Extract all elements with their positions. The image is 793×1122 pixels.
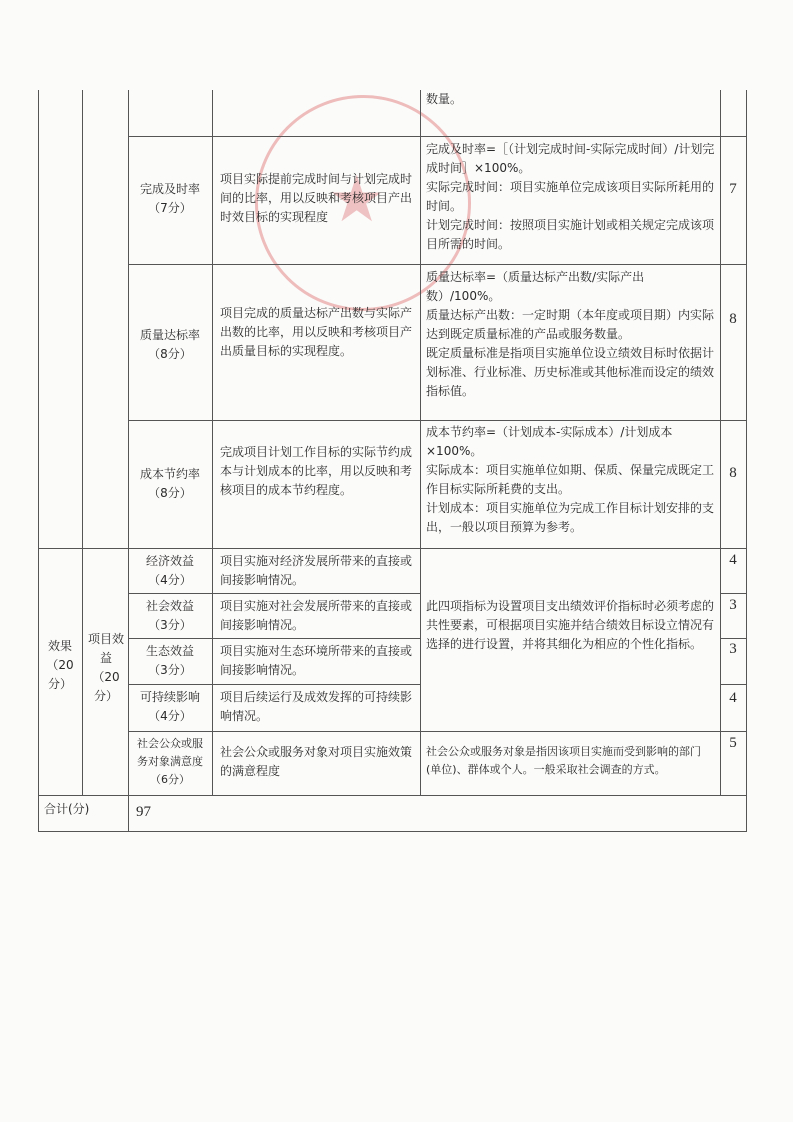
category-cell [38, 637, 82, 694]
category-name: 效果 [47, 639, 72, 653]
indicator-name: 经济效益 [145, 554, 194, 568]
method-cell [426, 140, 716, 254]
category-points: （20分） [46, 658, 74, 691]
method-cell [426, 268, 716, 401]
method-line: 实际成本：项目实施单位如期、保质、保量完成既定工作目标实际所耗费的支出。 [426, 463, 715, 496]
total-label: 合计(分) [44, 802, 90, 816]
method-text: 此四项指标为设置项目支出绩效评价指标时必须考虑的共性要素，可根据项目实施并结合绩效目标设立情况有选择的进行设置，并将其细化为相应的个性化指标。 [426, 599, 715, 651]
method-line: 既定质量标准是指项目实施单位设立绩效目标时依据计划标准、行业标准、历史标准或其他标准而设定的绩效指标值。 [426, 346, 715, 398]
method-text: 社会公众或服务对象是指因该项目实施而受到影响的部门(单位)、群体或个人。一般采取社会调查的方式。 [426, 745, 701, 776]
method-text: 数量。 [426, 92, 463, 106]
explain-cell [220, 642, 416, 680]
score-cell: 4 [729, 552, 737, 568]
explain-text: 项目实施对生态环境所带来的直接或间接影响情况。 [220, 644, 413, 677]
method-line: 成本节约率=（计划成本-实际成本）/计划成本×100%。 [426, 425, 673, 458]
indicator-points: （8分） [148, 486, 192, 500]
explain-text: 项目完成的质量达标产出数与实际产出数的比率，用以反映和考核项目产出质量目标的实现程度。 [220, 306, 413, 358]
explain-cell [220, 443, 416, 500]
indicator-cell [128, 465, 212, 503]
indicator-cell [132, 735, 208, 789]
indicator-points: （7分） [148, 201, 192, 215]
indicator-name: 生态效益 [145, 644, 194, 658]
subcategory-cell [84, 630, 128, 706]
explain-text: 项目后续运行及成效发挥的可持续影响情况。 [220, 690, 413, 723]
indicator-cell [128, 180, 212, 218]
score-cell: 3 [729, 641, 737, 657]
indicator-name: 成本节约率 [139, 467, 200, 481]
indicator-name: 可持续影响 [139, 690, 200, 704]
indicator-points: （3分） [148, 618, 192, 632]
total-value: 97 [136, 804, 151, 820]
method-line: 质量达标产出数：一定时期（本年度或项目期）内实际达到既定质量标准的产品或服务数量。 [426, 308, 715, 341]
method-cell [426, 743, 716, 779]
explain-text: 项目实际提前完成时间与计划完成时间的比率，用以反映和考核项目产出时效目标的实现程度 [220, 172, 413, 224]
seal-star-icon: ★ [328, 163, 386, 237]
explain-text: 项目实施对社会发展所带来的直接或间接影响情况。 [220, 599, 413, 632]
method-line: 计划成本：项目实施单位为完成工作目标计划安排的支出，一般以项目预算为参考。 [426, 501, 715, 534]
indicator-points: （8分） [148, 347, 192, 361]
explain-text: 社会公众或服务对象对项目实施效策的满意程度 [220, 745, 413, 778]
subcategory-name: 项目效益 [87, 632, 124, 665]
method-cell [426, 423, 716, 537]
explain-cell [220, 304, 416, 361]
method-line: 完成及时率=［（计划完成时间-实际完成时间）/计划完成时间］×100%。 [426, 142, 715, 175]
indicator-cell [128, 597, 212, 635]
explain-cell [220, 170, 416, 227]
indicator-name: 质量达标率 [139, 328, 200, 342]
indicator-cell [128, 642, 212, 680]
indicator-points: （4分） [148, 709, 192, 723]
explain-text: 项目实施对经济发展所带来的直接或间接影响情况。 [220, 554, 413, 587]
score-cell: 3 [729, 597, 737, 613]
indicator-cell [128, 552, 212, 590]
method-line: 计划完成时间：按照项目实施计划或相关规定完成该项目所需的时间。 [426, 218, 715, 251]
explain-cell [220, 552, 416, 590]
explain-cell [220, 597, 416, 635]
score-cell: 4 [729, 690, 737, 706]
indicator-name: 社会效益 [145, 599, 194, 613]
indicator-cell [128, 688, 212, 726]
explain-cell [220, 688, 416, 726]
method-line: 质量达标率=（质量达标产出数/实际产出数）/100%。 [426, 270, 645, 303]
explain-cell [220, 743, 416, 781]
score-cell: 8 [729, 311, 737, 327]
score-cell: 7 [729, 181, 737, 197]
explain-text: 完成项目计划工作目标的实际节约成本与计划成本的比率，用以反映和考核项目的成本节约程度。 [220, 445, 413, 497]
merged-method-cell [426, 597, 716, 654]
method-cell-continued [426, 90, 716, 109]
indicator-points: （3分） [148, 663, 192, 677]
indicator-name: 社会公众或服务对象满意度（6分） [137, 737, 203, 786]
indicator-name: 完成及时率 [139, 182, 200, 196]
subcategory-points: （20分） [92, 670, 120, 703]
score-cell: 5 [729, 735, 737, 751]
method-line: 实际完成时间：项目实施单位完成该项目实际所耗用的时间。 [426, 180, 715, 213]
score-cell: 8 [729, 465, 737, 481]
indicator-cell [128, 326, 212, 364]
indicator-points: （4分） [148, 573, 192, 587]
